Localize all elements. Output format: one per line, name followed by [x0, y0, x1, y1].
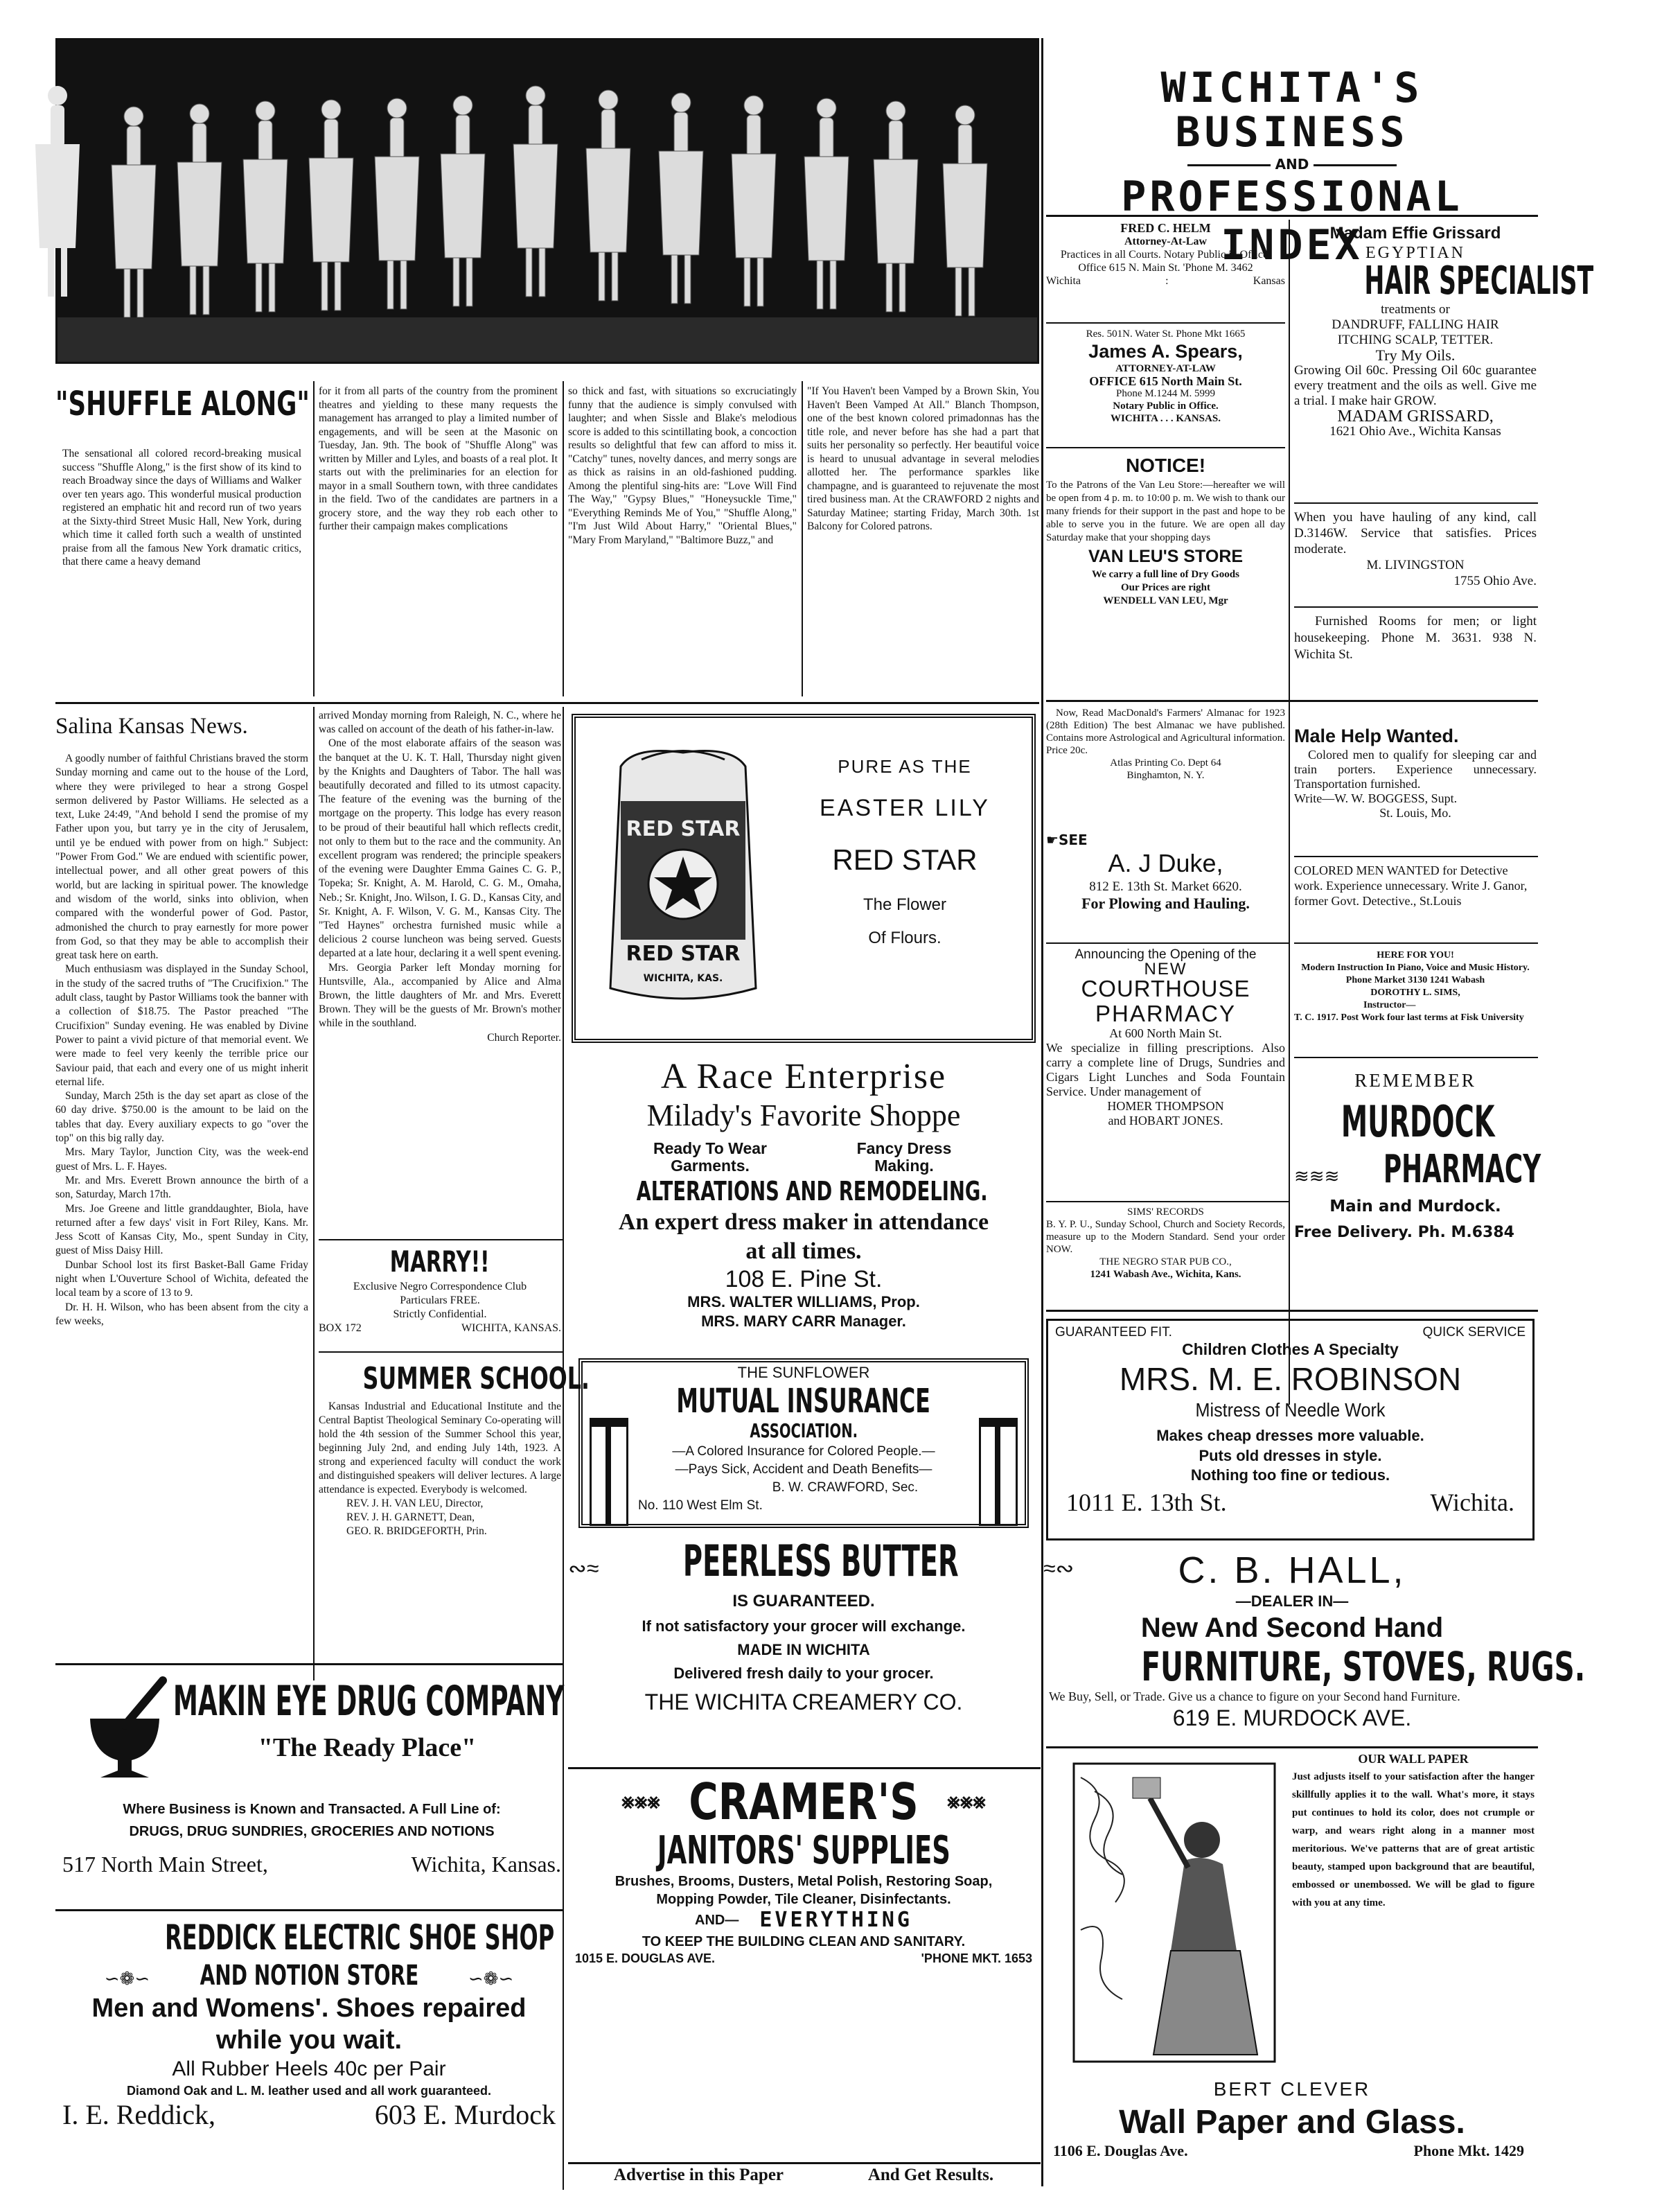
salina-col-2: arrived Monday morning from Raleigh, N. C., where he was called on account of the death of his father-in-law. One of the most elaborate affairs of the season was the banquet at the U. K. T. Hall, Thursday night given by the Knights and Daughters of Tabor. The hall was beautifully decorated and filled to its utmost capacity. The feature of the evening was the burning of the mortgage on the property. This lodge has every reason to be proud of their beautiful hall which reflects credit, not only to them but to the race and the community. An excellent program was rendered; the principle speakers of the evening were Daughter Emma Gaines C. G. P., Topeka; Sr. Knight, A. M. Harold, C. G. M., Omaha, Neb.; Sr. Knight, Jno. Wilson, I. G. D., Kansas City, and Sr. Knight, A. F. Wilson, V. G. M., Kansas City. The "Ted Haynes" orchestra furnished music while a delicious 2 course luncheon was being served. Guests departed at a late hour, declaring it a well spent evening. Mrs. Georgia Parker left Monday morning for Huntsville, Ala., accompanied by Alice and Alma Brown, the little daughters of Mr. and Mrs. Everett Brown. They will be the guests of Mr. Brown's mother while in the southland. Church Reporter. [319, 710, 561, 1044]
shuffle-col-3: so thick and fast, with situations so excruciatingly funny that the audience is simply convulsed with laughter; and when Sissle and Blake's melodious score is added to this scintillating book, a concoction results so delightful that few can afford to miss it. "Catchy" tunes, novelty dances, and merry songs are as thick as raisins in an old-fashioned pudding. Among the plentiful sing-hits are: "Love Will Find The Way," "Gypsy Blues," "Honeysuckle Time," "Everything Reminds Me of You," "Shuffle Along," "I'm Just Wild About Harry," "Oriental Blues," "Mary From Maryland," "Baltimore Buzz," and [568, 385, 797, 546]
red-star-flour-ad: RED STAR RED STAR WICHITA, KAS. PURE AS THE EASTER LILY RED STAR The Flower Of Flours. [572, 714, 1036, 1043]
advertise-footer: Advertise in this Paper And Get Results. [613, 2166, 994, 2184]
svg-text:RED STAR: RED STAR [626, 942, 741, 966]
marry-ad: MARRY!! Exclusive Negro Correspondence Club Particulars FREE. Strictly Confidential. BOX 172 WICHITA, KANSAS. [319, 1245, 561, 1334]
newspaper-page [28, 38, 1594, 2190]
shuffle-headline: "SHUFFLE ALONG" [55, 385, 310, 423]
male-help-ad: Male Help Wanted. Colored men to qualify for sleeping car and train porters. Experience unnecessary. Transportation furnished. Write—W. W. BOGGESS, Supt. St. Louis, Mo. [1294, 726, 1537, 820]
music-instruction-ad: HERE FOR YOU! Modern Instruction In Piano, Voice and Music History. Phone Market 3130 1241 Wabash DOROTHY L. SIMS, Instructor— T. C. 1917. Post Work four last terms at Fisk University [1294, 950, 1530, 1023]
swirl-ornament-icon: ∾≈ [568, 1556, 599, 1581]
livingston-ad: When you have hauling of any kind, call D.3146W. Service that satisfies. Prices moderate. M. LIVINGSTON 1755 Ohio Ave. [1294, 510, 1537, 588]
summer-school-ad: SUMMER SCHOOL. Kansas Industrial and Educational Institute and the Central Baptist Theological Seminary Co-operating will hold the 4th session of the Summer School this year, beginning July 2nd, and ending July 14th, 1923. A strong and experienced faculty will conduct the work and distinguished speakers will deliver lectures. A large attendance is expected. Everybody is welcomed. REV. J. H. VAN LEU, Director, REV. J. H. GARNETT, Dean, GEO. R. BRIDGEFORTH, Prin. [319, 1361, 590, 1537]
makin-eye-drug-ad: MAKIN EYE DRUG COMPANY "The Ready Place" Where Business is Known and Transacted. A Full Line of: DRUGS, DRUG SUNDRIES, GROCERIES AND NOTIONS 517 North Main Street, Wichita, Kansas. [62, 1677, 565, 1877]
shuffle-col-4: "If You Haven't been Vamped by a Brown Skin, You Haven't Been Vamped At All." Blanch Thompson, one of the best known colored primadonnas has the title role, and never before has she had a part that suits her personality so perfectly. Her beautiful voice is heard to unusual advantage in several melodies allotted her. The performance sparkles like champagne, and is guaranteed to rejuvenate the most tired business man. At the CRAWFORD 2 nights and Saturday Matinee; starting Friday, March 30th. 1st Balcony for Colored patrons. [807, 385, 1039, 532]
robinson-ad: GUARANTEED FIT. QUICK SERVICE Children Clothes A Specialty MRS. M. E. ROBINSON Mistress of Needle Work Makes cheap dresses more valuable. Puts old dresses in style. Nothing too fine or tedious. 1011 E. 13th St. Wichita. [1046, 1319, 1535, 1540]
courthouse-pharmacy-ad: Announcing the Opening of the NEW COURTHOUSE PHARMACY At 600 North Main St. We specialize in filling prescriptions. Also carry a complete line of Drugs, Sundries and Cigars Light Lunches and Soda Fountain Service. Under management of HOMER THOMPSON and HOBART JONES. [1046, 947, 1285, 1127]
salina-col-1: A goodly number of faithful Christians braved the storm Sunday morning and came out to the house of the Lord, where they were privileged to hear a strong Gospel sermon delivered by Pastor Williams. He selected as a text, Luke 24:49, "And behold I send the promise of my Father upon you, but tarry ye in the city of Jerusalem, until ye be endued with power from on high." Subject: "Power From God." We are endued with scientific power, intellectual power, and all other great powers of this world, but are lacking in spiritual power. The knowledge and wisdom of the world, sinks into oblivion, when compared with the wonderful power of God. Pastor, admonished the church to pray earnestly for more power from God, so that they may be able to accomplish their great task here on earth. Much enthusiasm was displayed in the Sunday School, in the study of the sacred truths of "The Crucifixion." The adult class, taught by Pastor Williams took the banner with a collection of $18.75. The Pastor preached "The Crucifixion" Sunday evening. He was enabled by Divine Power to paint a vivid picture of that memorial event. We were made to feel very keenly the terrible price our Saviour paid, that each and every one of us might inherit eternal life. Sunday, March 25th is the day set apart as close of the 60 day drive. $750.00 is the amount to be laid on the tables that day. Every auxiliary expects to go "over the top" on this big rally day. Mrs. Mary Taylor, Junction City, was the week-end guest of Mrs. L. F. Hayes. Mr. and Mrs. Everett Brown announce the birth of a son, Saturday, March 17th. Mrs. Joe Greene and little granddaughter, Biola, have returned after a few days' visit in Fort Riley, Kans. Mr. Jess Scott of Kansas City, Mo., spent Sunday in City, guest of Miss Daisy Hill. Dunbar School lost its first Basket-Ball Game Friday night when L'Ouverture School of Wichita, defeated the local team by a score of 13 to 9. Dr. H. H. Wilson, who has been absent from the city a few weeks, [55, 753, 309, 1327]
peerless-butter-ad: ∾≈ PEERLESS BUTTER ≈∾ IS GUARANTEED. If not satisfactory your grocer will exchange. MADE IN WICHITA Delivered fresh daily to your grocer. THE WICHITA CREAMERY CO. [568, 1536, 1075, 1714]
cramers-janitors-ad: ⨳⨳⨳ CRAMER'S ⨳⨳⨳ JANITORS' SUPPLIES Brushes, Brooms, Dusters, Metal Polish, Restoring Soap, Mopping Powder, Tile Cleaner, Disinfectants. AND— EVERYTHING TO KEEP THE BUILDING CLEAN AND SANITARY. 1015 E. DOUGLAS AVE. 'PHONE MKT. 1653 [575, 1773, 1032, 1965]
murdock-pharmacy-ad: REMEMBER MURDOCK ≋≋≋ PHARMACY Main and Murdock. Free Delivery. Ph. M.6384 [1294, 1070, 1541, 1241]
shuffle-col-2: for it from all parts of the country from the prominent theatres and yielding to these many requests the management has arranged to play a limited number of engagements, and will be seen at the Masonic on Tuesday, Jan. 9th. The book of "Shuffle Along" was written by Miller and Lyles, and boasts of a real plot. It starts out with the preliminaries for an election for mayor in a small Southern town, with three candidates in the field. Two of the candidates are partners in a grocery store, and the way they rob each other to further their campaign makes complications [319, 385, 558, 532]
sims-records-ad: SIMS' RECORDS B. Y. P. U., Sunday School, Church and Society Records, measure up to the Modern Standard. Send your order NOW. THE NEGRO STAR PUB CO., 1241 Wabash Ave., Wichita, Kans. [1046, 1206, 1285, 1280]
lightning-ornament-icon: ≋≋≋ [1294, 1166, 1340, 1187]
notice-van-leu: NOTICE! To the Patrons of the Van Leu Store:—hereafter we will be open from 4 p. m. to 10:00 p. m. We wish to thank our many friends for their support in the past and hope to be able to serve you in the future. We are open all day Saturday make that your shopping days VAN LEU'S STORE We carry a full line of Dry Goods Our Prices are right WENDELL VAN LEU, Mgr [1046, 455, 1285, 606]
pattern-ornament-icon-right: ⨳⨳⨳ [947, 1790, 986, 1813]
bert-clever-ad: BERT CLEVER Wall Paper and Glass. 1106 E. Douglas Ave. Phone Mkt. 1429 [1053, 2078, 1524, 2159]
almanac-ad: Now, Read MacDonald's Farmers' Almanac for 1923 (28th Edition) The best Almanac we have published. Contains more Astrological and Agricultural information. Price 20c. Atlas Printing Co. Dept 64 Binghamton, N. Y. [1046, 708, 1285, 781]
reddick-shoe-ad: REDDICK ELECTRIC SHOE SHOP ∽❁∽ AND NOTION STORE ∽❁∽ Men and Womens'. Shoes repaired while you wait. All Rubber Heels 40c per Pair Diamond Oak and L. M. leather used and all work guaranteed. I. E. Reddick, 603 E. Murdock [62, 1917, 556, 2130]
chorus-line-photo [55, 38, 1039, 364]
milady-shoppe-ad: A Race Enterprise Milady's Favorite Shoppe Ready To Wear Garments. Fancy Dress Making. ALTERATIONS AND REMODELING. An expert dress maker in attendance at all times. 108 E. Pine St. MRS. WALTER WILLIAMS, Prop. MRS. MARY CARR Manager. [618, 1057, 989, 1330]
svg-text:WICHITA, KAS.: WICHITA, KAS. [643, 973, 723, 984]
salina-headline: Salina Kansas News. [55, 714, 248, 739]
shuffle-col-1: The sensational all colored record-breaking musical success "Shuffle Along," is the first show of its kind to reach Broadway since the days of Williams and Walker over ten years ago. This wonderful musical production registered an emphatic hit and record run of two years at the Sixty-third Street Music Hall, New York, during which time it called forth such a wealth of unstinted praise from all the famous New York dramatic critics, that there came a heavy demand [62, 448, 301, 568]
cb-hall-ad: C. B. HALL, —DEALER IN— New And Second Hand FURNITURE, STOVES, RUGS. We Buy, Sell, or Trade. Give us a chance to figure on your Second hand Furniture. 619 E. MURDOCK AVE. [1049, 1550, 1586, 1730]
wallpaper-illustration [1067, 1750, 1282, 2069]
grissard-ad: Madam Effie Grissard EGYPTIAN HAIR SPECIALIST treatments or DANDRUFF, FALLING HAIR ITCHING SCALP, TETTER. Try My Oils. Growing Oil 60c. Pressing Oil 60c guarantee every treatment and the oils as well. Give me a trial. I make hair GROW. MADAM GRISSARD, 1621 Ohio Ave., Wichita Kansas [1294, 224, 1594, 439]
wallpaper-text: OUR WALL PAPER Just adjusts itself to your satisfaction after the hanger skillfully applies it to the wall. What's more, it stays put continues to hold its color, does not crumple or warp, and wears right along in a manner most meritorious. We've patterns that are of great artistic beauty, stamped upon background that are beautiful, embossed or unembossed. We will be glad to figure with you at any time. [1292, 1752, 1535, 1908]
svg-text:RED STAR: RED STAR [626, 817, 741, 841]
pointing-hand-icon: ☛ [1046, 832, 1059, 848]
index-title: WICHITA'S BUSINESS AND PROFESSIONAL INDEX [1121, 64, 1463, 270]
scroll-ornament-icon: ∽❁∽ [104, 1968, 150, 1989]
pattern-ornament-icon: ⨳⨳⨳ [621, 1790, 660, 1813]
duke-ad: ☛SEE A. J Duke, 812 E. 13th St. Market 6620. For Plowing and Hauling. [1046, 832, 1250, 912]
rooms-ad: Furnished Rooms for men; or light housekeeping. Phone M. 3631. 938 N. Wichita St. [1294, 614, 1537, 662]
chorus-line-illustration [58, 40, 1037, 362]
sunflower-mutual-ad: THE SUNFLOWER MUTUAL INSURANCE ASSOCIATION. —A Colored Insurance for Colored People.— —Pays Sick, Accident and Death Benefits— B. W. CRAWFORD, Sec. No. 110 West Elm St. [578, 1358, 1029, 1528]
scroll-ornament-icon-right: ∽❁∽ [468, 1968, 514, 1989]
detective-ad: COLORED MEN WANTED for Detective work. Experience unnecessary. Write J. Ganor, former Govt. Detective., St.Louis [1294, 863, 1528, 908]
helm-card: FRED C. HELM Attorney-At-Law Practices in all Courts. Notary Public in Office. Office 615 N. Main St. 'Phone M. 3462 Wichita : Kansas [1046, 221, 1285, 287]
flour-sack-icon [593, 739, 773, 1016]
spears-card: Res. 501N. Water St. Phone Mkt 1665 James A. Spears, ATTORNEY-AT-LAW OFFICE 615 North Main St. Phone M.1244 M. 5999 Notary Public in Office. WICHITA . . . KANSAS. [1086, 328, 1246, 424]
woman-hanging-wallpaper-icon [1067, 1750, 1282, 2069]
swirl-ornament-icon-right: ≈∾ [1043, 1556, 1075, 1581]
mortar-pestle-icon [76, 1677, 173, 1781]
